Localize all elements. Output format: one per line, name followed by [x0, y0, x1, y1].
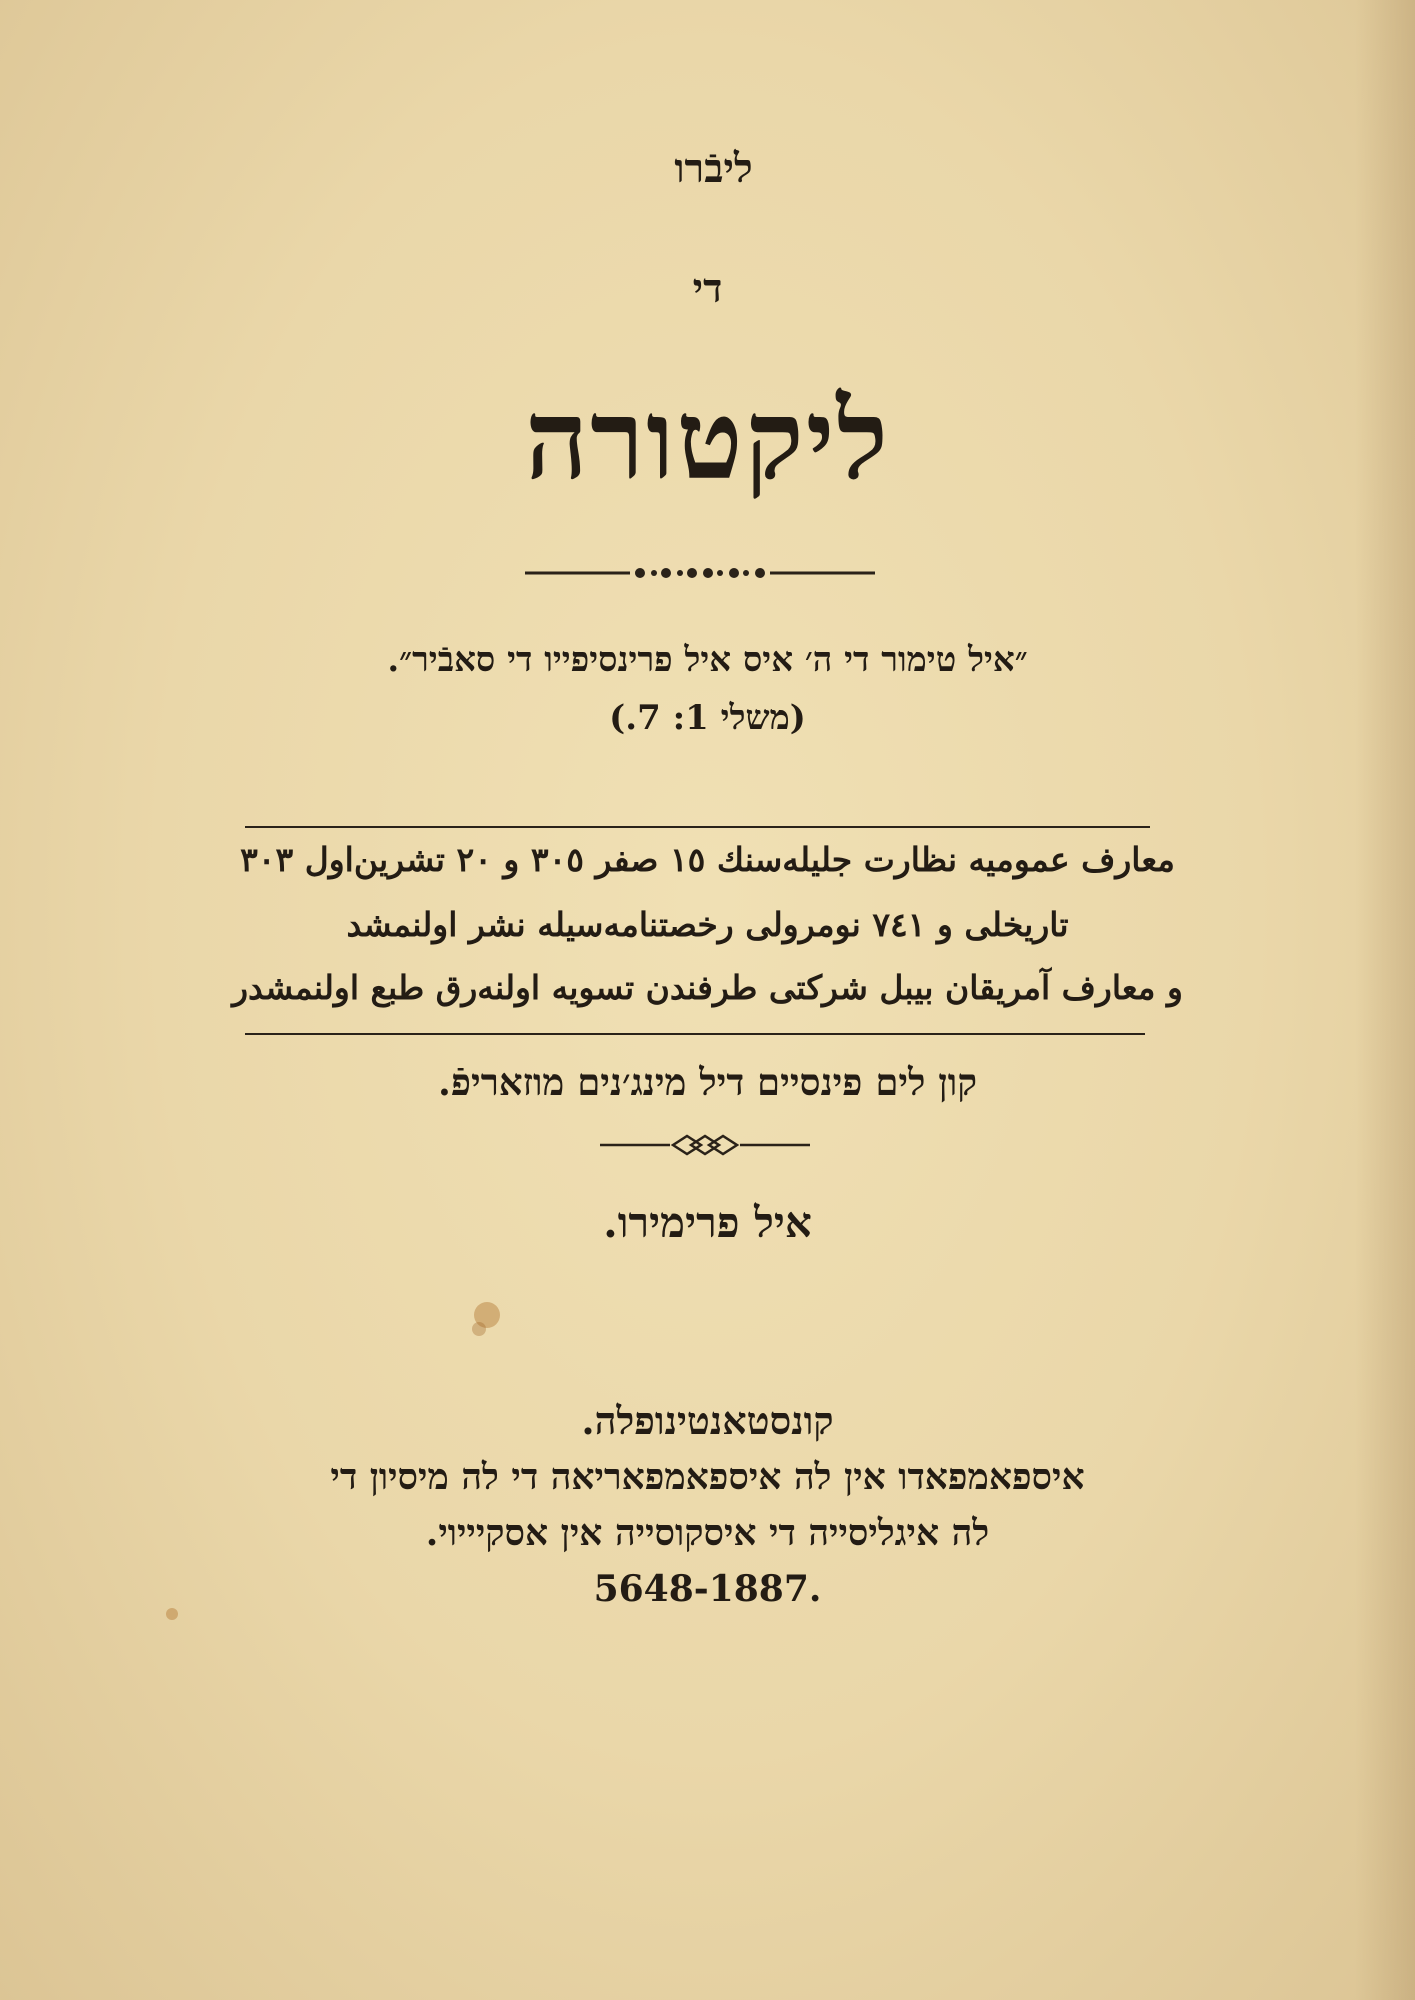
- publisher-line-2: לה איגליסייה די איסקוסייה אין אסקיייוי.: [425, 1512, 990, 1554]
- header-line-libro: ליבֿרו: [674, 145, 753, 192]
- ottoman-license-line-2: تاريخلى و ٧٤١ نومرولى رخصتنامه‌سيله نشر اولنمشد: [346, 905, 1069, 944]
- bottom-rule: [245, 1033, 1145, 1035]
- header-line-de: די: [692, 265, 723, 312]
- method-line: קון לים פינסיים דיל מינג׳נים מוזאריפֿ.: [437, 1060, 977, 1104]
- knot-ornament-divider: [595, 1130, 815, 1160]
- ottoman-license-line-1: معارف عموميه نظارت جليله‌سنك ١٥ صفر ٣٠٥ و ٢٠ تشرين‌اول ٣٠٣: [240, 840, 1175, 879]
- foxing-stain: [472, 1322, 486, 1336]
- publication-date: 5648-1887.: [593, 1568, 822, 1610]
- ottoman-license-line-3: و معارف آمريقان بيبل شركتى طرفندن تسويه اولنه‌رق طبع اولنمشدر: [232, 968, 1183, 1007]
- title-ornament-divider: [520, 560, 880, 586]
- foxing-stain: [166, 1608, 178, 1620]
- volume-label: איל פרימירו.: [603, 1198, 812, 1247]
- epigraph-quote: ״איל טימור די ה׳ איס איל פרינסיפייו די סאבֿיר״.: [387, 640, 1028, 680]
- publisher-line-1: איספאמפאדו אין לה איספאמפאריאה די לה מיסיון די: [330, 1456, 1085, 1498]
- place-of-publication: קונסטאנטינופלה.: [581, 1398, 834, 1443]
- epigraph-reference: (משלי 1: 7.): [609, 698, 806, 738]
- main-title: ליקטורה: [524, 375, 891, 504]
- top-rule: [245, 826, 1150, 828]
